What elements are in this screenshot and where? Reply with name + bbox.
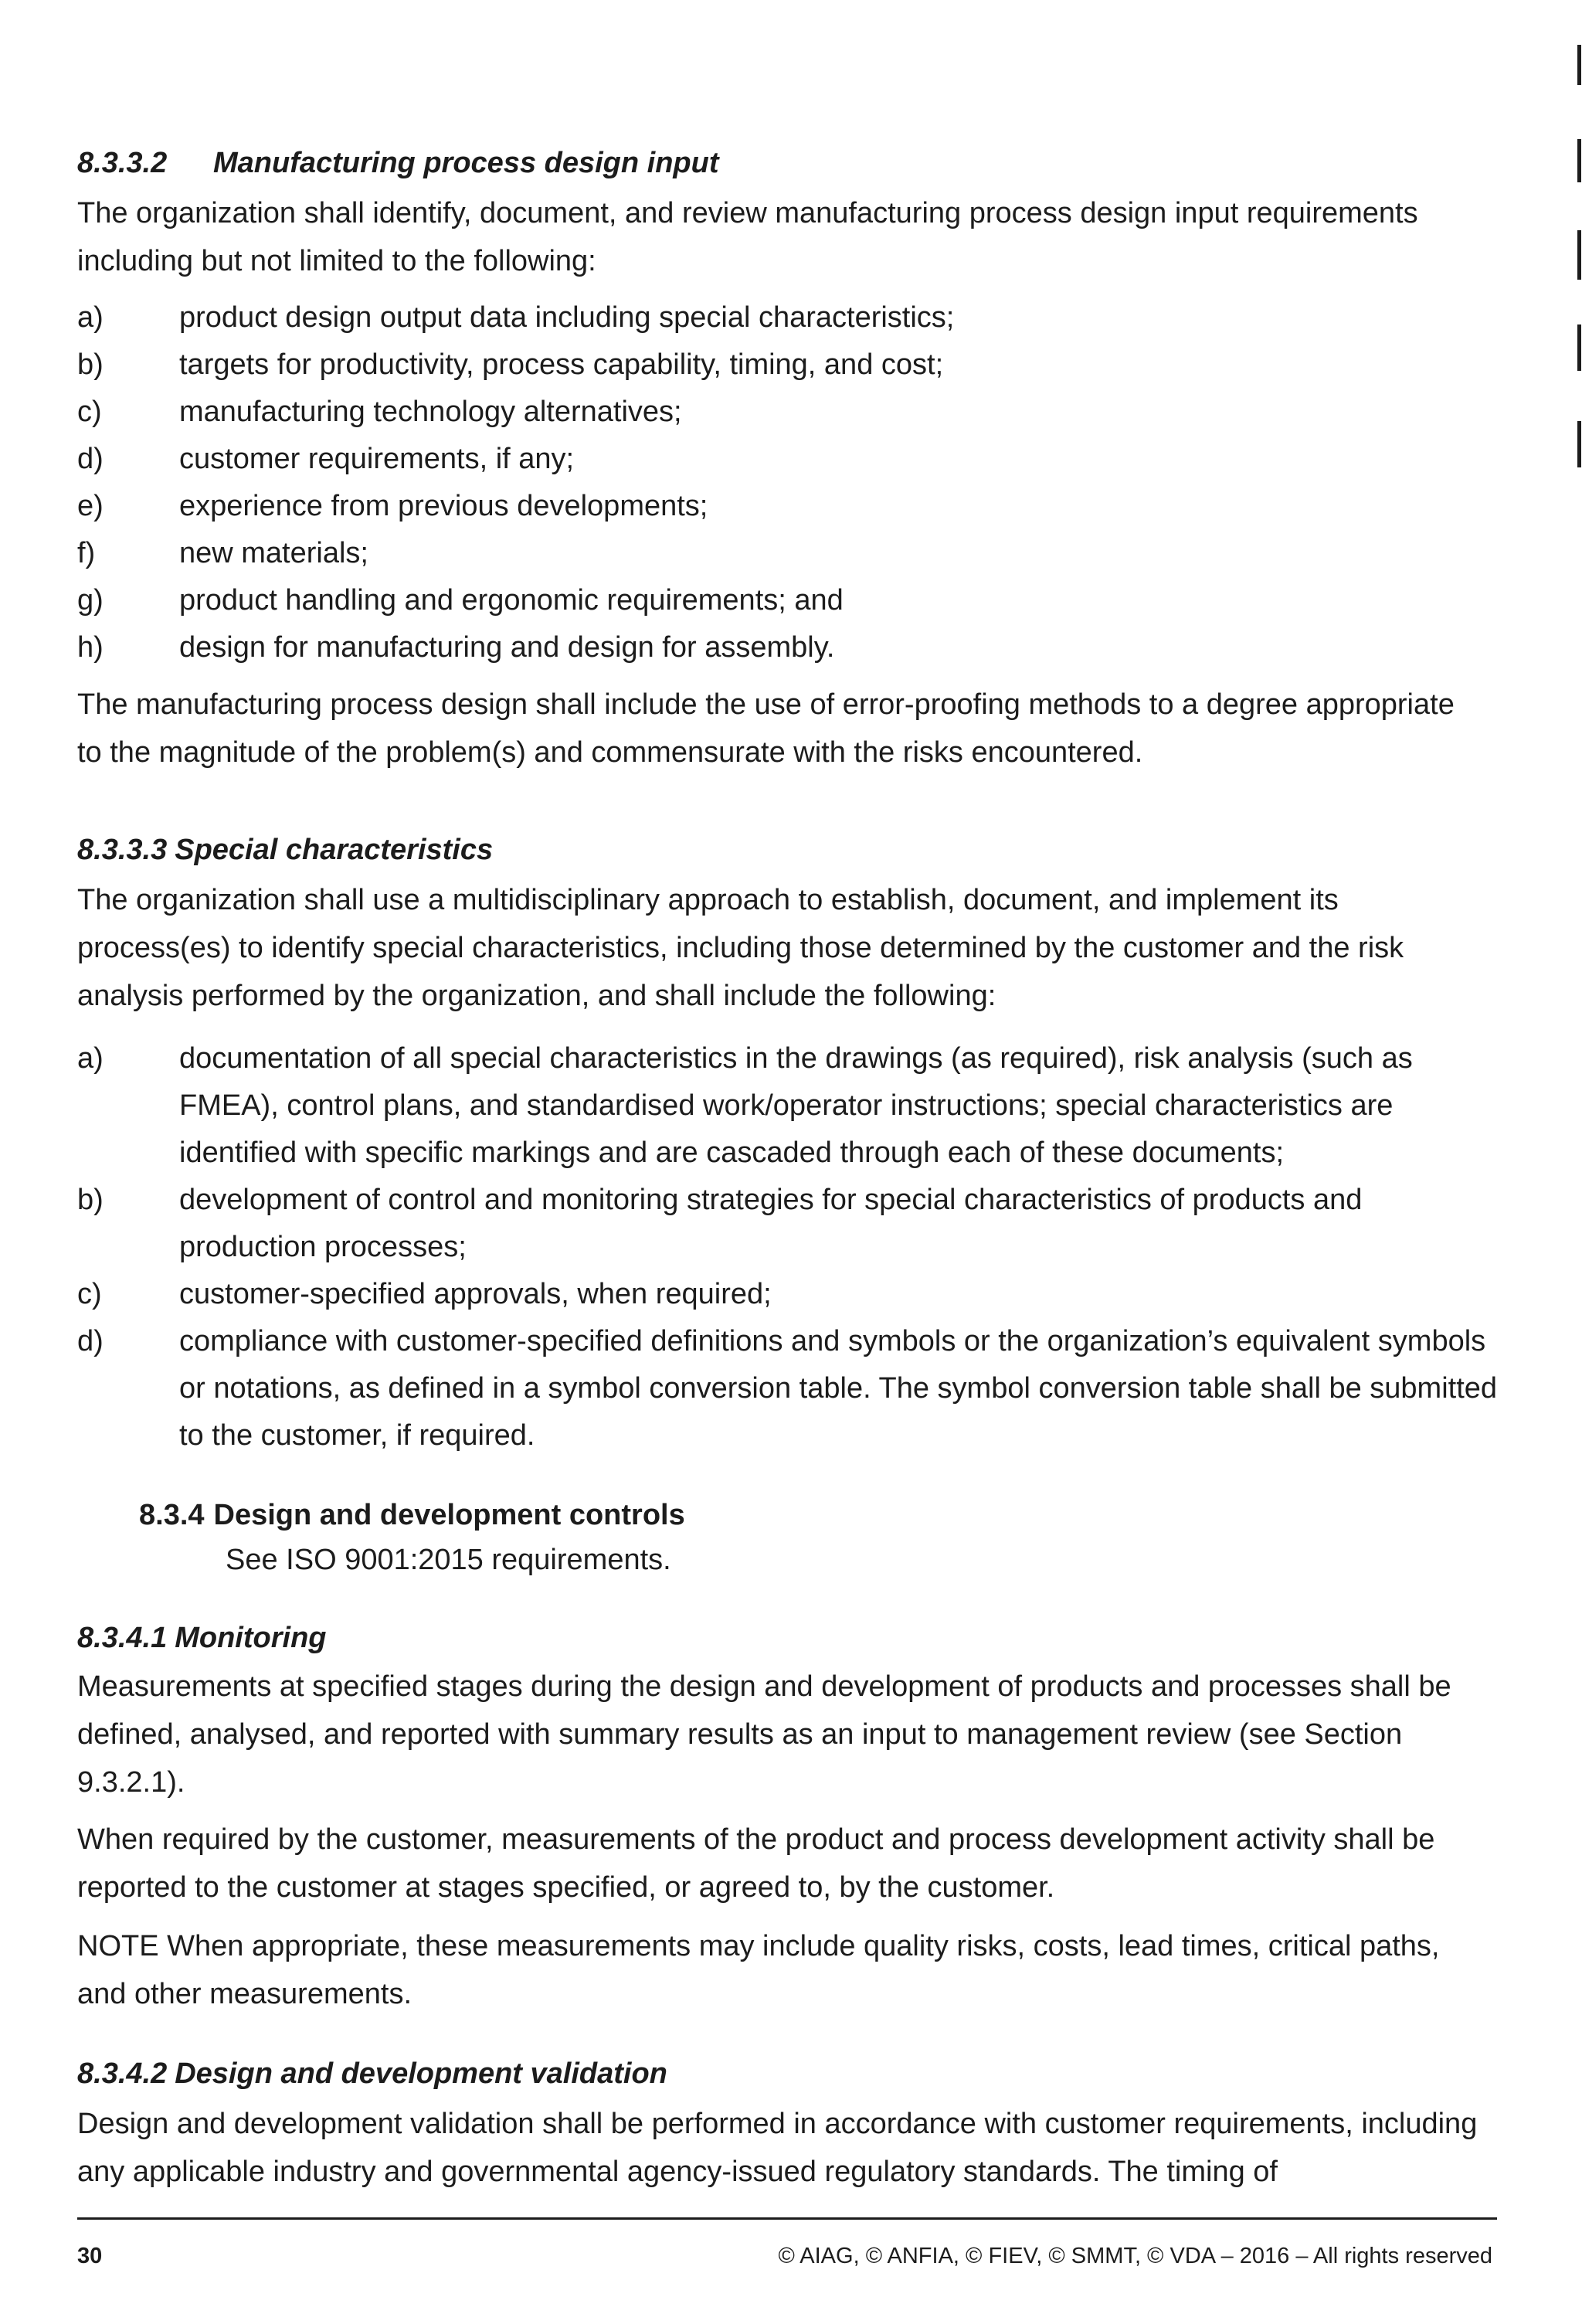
section-heading <box>77 1616 1499 1660</box>
paragraph: Design and development validation shall be performed in accordance with customer requirements, including any applicable industry and governmental agency-issued regulatory standards. The timing of <box>77 2108 1478 2188</box>
scan-mark <box>1577 139 1581 182</box>
section-closing: The manufacturing process design shall include the use of error-proofing methods to a degree appropriate to the magnitude of the problem(s) and commensurate with the risks encountered. <box>77 688 1455 769</box>
footer-rule <box>77 2217 1497 2220</box>
section-intro: The organization shall identify, document, and review manufacturing process design input requirements including but not limited to the following: <box>77 197 1418 277</box>
list-item <box>77 1177 1499 1271</box>
list-marker: a) <box>77 301 104 334</box>
section-title: Monitoring <box>175 1622 327 1654</box>
list-item-text: experience from previous developments; <box>179 490 708 522</box>
list-item-text: targets for productivity, process capability, timing, and cost; <box>179 348 944 381</box>
list-item-text: compliance with customer-specified definitions and symbols or the organization’s equivalent symbols or notations, as defined in a symbol conversion table. The symbol conversion table shall be submitted to the customer, if required. <box>179 1325 1498 1452</box>
list-item <box>77 389 1499 436</box>
section-title: Special characteristics <box>175 834 494 866</box>
section-intro: The organization shall use a multidisciplinary approach to establish, document, and implement its process(es) to identify special characteristics, including those determined by the customer and the risk analysis performed by the organization, and shall include the following: <box>77 884 1404 1012</box>
requirements-list <box>77 294 1499 671</box>
scan-mark <box>1577 45 1581 85</box>
paragraph: When required by the customer, measurements of the product and process development activity shall be reported to the customer at stages specified, or agreed to, by the customer. <box>77 1823 1435 1904</box>
section-title: Manufacturing process design input <box>213 147 719 179</box>
section-8-3-3-2 <box>77 141 1499 776</box>
list-item-text: customer-specified approvals, when required; <box>179 1278 772 1310</box>
list-item <box>77 483 1499 530</box>
scan-mark <box>1577 230 1581 280</box>
list-marker: g) <box>77 584 104 617</box>
list-item <box>77 341 1499 389</box>
list-item <box>77 1318 1499 1459</box>
list-marker: d) <box>77 1325 104 1357</box>
section-heading <box>77 828 1499 872</box>
note: NOTE When appropriate, these measurements may include quality risks, costs, lead times, critical paths, and other measurements. <box>77 1930 1440 2010</box>
section-title: Design and development validation <box>175 2057 667 2090</box>
section-number: 8.3.4.2 <box>77 2057 168 2090</box>
section-8-3-4 <box>139 1493 1452 1582</box>
scan-mark <box>1577 324 1581 371</box>
section-text: See ISO 9001:2015 requirements. <box>226 1544 671 1576</box>
section-heading <box>139 1493 1452 1537</box>
list-item <box>77 1035 1499 1177</box>
scan-mark <box>1577 421 1581 467</box>
list-item <box>77 577 1499 624</box>
section-title: Design and development controls <box>213 1499 685 1531</box>
list-item-text: design for manufacturing and design for assembly. <box>179 631 835 664</box>
list-marker: b) <box>77 348 104 381</box>
section-heading <box>77 141 1499 185</box>
list-item <box>77 1271 1499 1318</box>
section-number: 8.3.3.2 <box>77 147 168 179</box>
list-item-text: product design output data including special characteristics; <box>179 301 955 334</box>
page-number: 30 <box>77 2244 103 2268</box>
document-page <box>77 0 1499 2324</box>
requirements-list <box>77 1035 1499 1459</box>
section-8-3-4-2 <box>77 2052 1499 2196</box>
list-marker: e) <box>77 490 104 522</box>
list-item-text: documentation of all special characteristics in the drawings (as required), risk analysis (such as FMEA), control plans, and standardised work/operator instructions; special characteristics are identified with specific markings and are cascaded through each of these documents; <box>179 1042 1413 1169</box>
section-number: 8.3.4.1 <box>77 1622 168 1654</box>
list-marker: f) <box>77 537 96 569</box>
section-heading <box>77 2052 1499 2095</box>
list-item <box>77 294 1499 341</box>
scan-edge-marks <box>1576 0 1582 2324</box>
list-marker: b) <box>77 1184 104 1216</box>
list-item-text: new materials; <box>179 537 368 569</box>
list-marker: c) <box>77 396 102 428</box>
section-8-3-3-3 <box>77 828 1499 1459</box>
list-marker: a) <box>77 1042 104 1075</box>
list-item <box>77 624 1499 671</box>
list-item <box>77 530 1499 577</box>
list-marker: c) <box>77 1278 102 1310</box>
section-8-3-4-1 <box>77 1616 1499 2018</box>
list-item-text: customer requirements, if any; <box>179 443 575 475</box>
list-marker: h) <box>77 631 104 664</box>
list-item <box>77 436 1499 483</box>
list-marker: d) <box>77 443 104 475</box>
list-item-text: development of control and monitoring strategies for special characteristics of products and production processes; <box>179 1184 1363 1263</box>
copyright-notice: © AIAG, © ANFIA, © FIEV, © SMMT, © VDA – 2016 – All rights reserved <box>778 2244 1492 2268</box>
section-number: 8.3.4 <box>139 1499 205 1531</box>
paragraph: Measurements at specified stages during the design and development of products and processes shall be defined, analysed, and reported with summary results as an input to management review (see Section 9.3.2.1). <box>77 1670 1451 1799</box>
list-item-text: product handling and ergonomic requirements; and <box>179 584 844 617</box>
list-item-text: manufacturing technology alternatives; <box>179 396 682 428</box>
section-number: 8.3.3.3 <box>77 834 168 866</box>
